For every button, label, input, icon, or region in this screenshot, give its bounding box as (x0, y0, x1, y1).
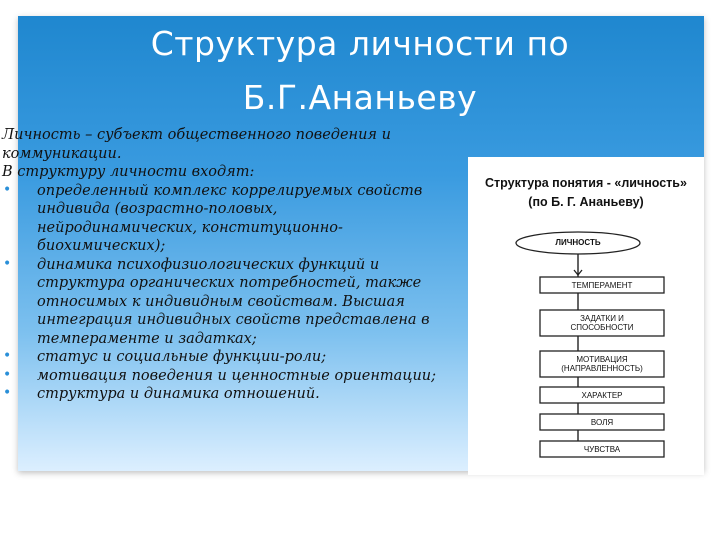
bullet-text-line: структура и динамика отношений. (37, 386, 320, 402)
box-label: (НАПРАВЛЕННОСТЬ) (561, 364, 643, 373)
box-label: ВОЛЯ (590, 418, 614, 427)
slide-title-line2: Б.Г.Ананьеву (242, 78, 478, 117)
bullet-item (2, 348, 462, 367)
bullet-item (2, 182, 462, 256)
bullet-icon: • (3, 181, 12, 198)
body-text (2, 126, 462, 404)
intro-line: Личность – субъект общественного поведения и (2, 127, 391, 143)
box-label: МОТИВАЦИЯ (576, 355, 628, 364)
slide-title-line1: Структура личности по (150, 24, 570, 63)
bullet-icon: • (3, 348, 12, 364)
bullet-text-line: темпераменте и задатках; (37, 330, 257, 347)
bullet-text-line: относимых к индивидным свойствам. Высшая (37, 293, 405, 310)
bullet-text-line: индивида (возрастно-половых, (37, 201, 278, 217)
bullet-text-line: динамика психофизиологических функций и (37, 256, 380, 273)
intro-line: коммуникации. (2, 145, 122, 162)
intro-line: В структуру личности входят: (2, 164, 255, 180)
personality-structure-diagram (468, 157, 704, 475)
bullet-text-line: интеграция индивидных свойств представлена в (37, 312, 430, 328)
box-label: СПОСОБНОСТИ (570, 323, 634, 332)
box-label: ХАРАКТЕР (581, 391, 623, 400)
bullet-text-line: определенный комплекс коррелируемых свойств (37, 182, 423, 199)
bullet-item (2, 385, 462, 404)
bullet-item (2, 367, 462, 386)
bullet-item (2, 256, 462, 349)
bullet-text-line: нейродинамических, конституционно- (37, 219, 343, 236)
bullet-text-line: мотивация поведения и ценностные ориентации; (37, 367, 437, 384)
diagram-title: Структура понятия - «личность» (485, 176, 687, 190)
diagram-subtitle: (по Б. Г. Ананьеву) (528, 195, 644, 209)
bullet-icon: • (3, 255, 12, 272)
box-label: ЧУВСТВА (583, 445, 621, 454)
box-label: ЗАДАТКИ И (580, 314, 624, 323)
root-label: ЛИЧНОСТЬ (555, 238, 601, 247)
bullet-icon: • (3, 366, 12, 383)
bullet-text-line: статус и социальные функции-роли; (37, 349, 327, 365)
box-label: ТЕМПЕРАМЕНТ (571, 281, 633, 290)
bullet-list (2, 182, 462, 404)
bullet-icon: • (3, 385, 12, 401)
bullet-text-line: биохимических); (37, 238, 166, 254)
bullet-text-line: структура органических потребностей, также (37, 275, 422, 291)
